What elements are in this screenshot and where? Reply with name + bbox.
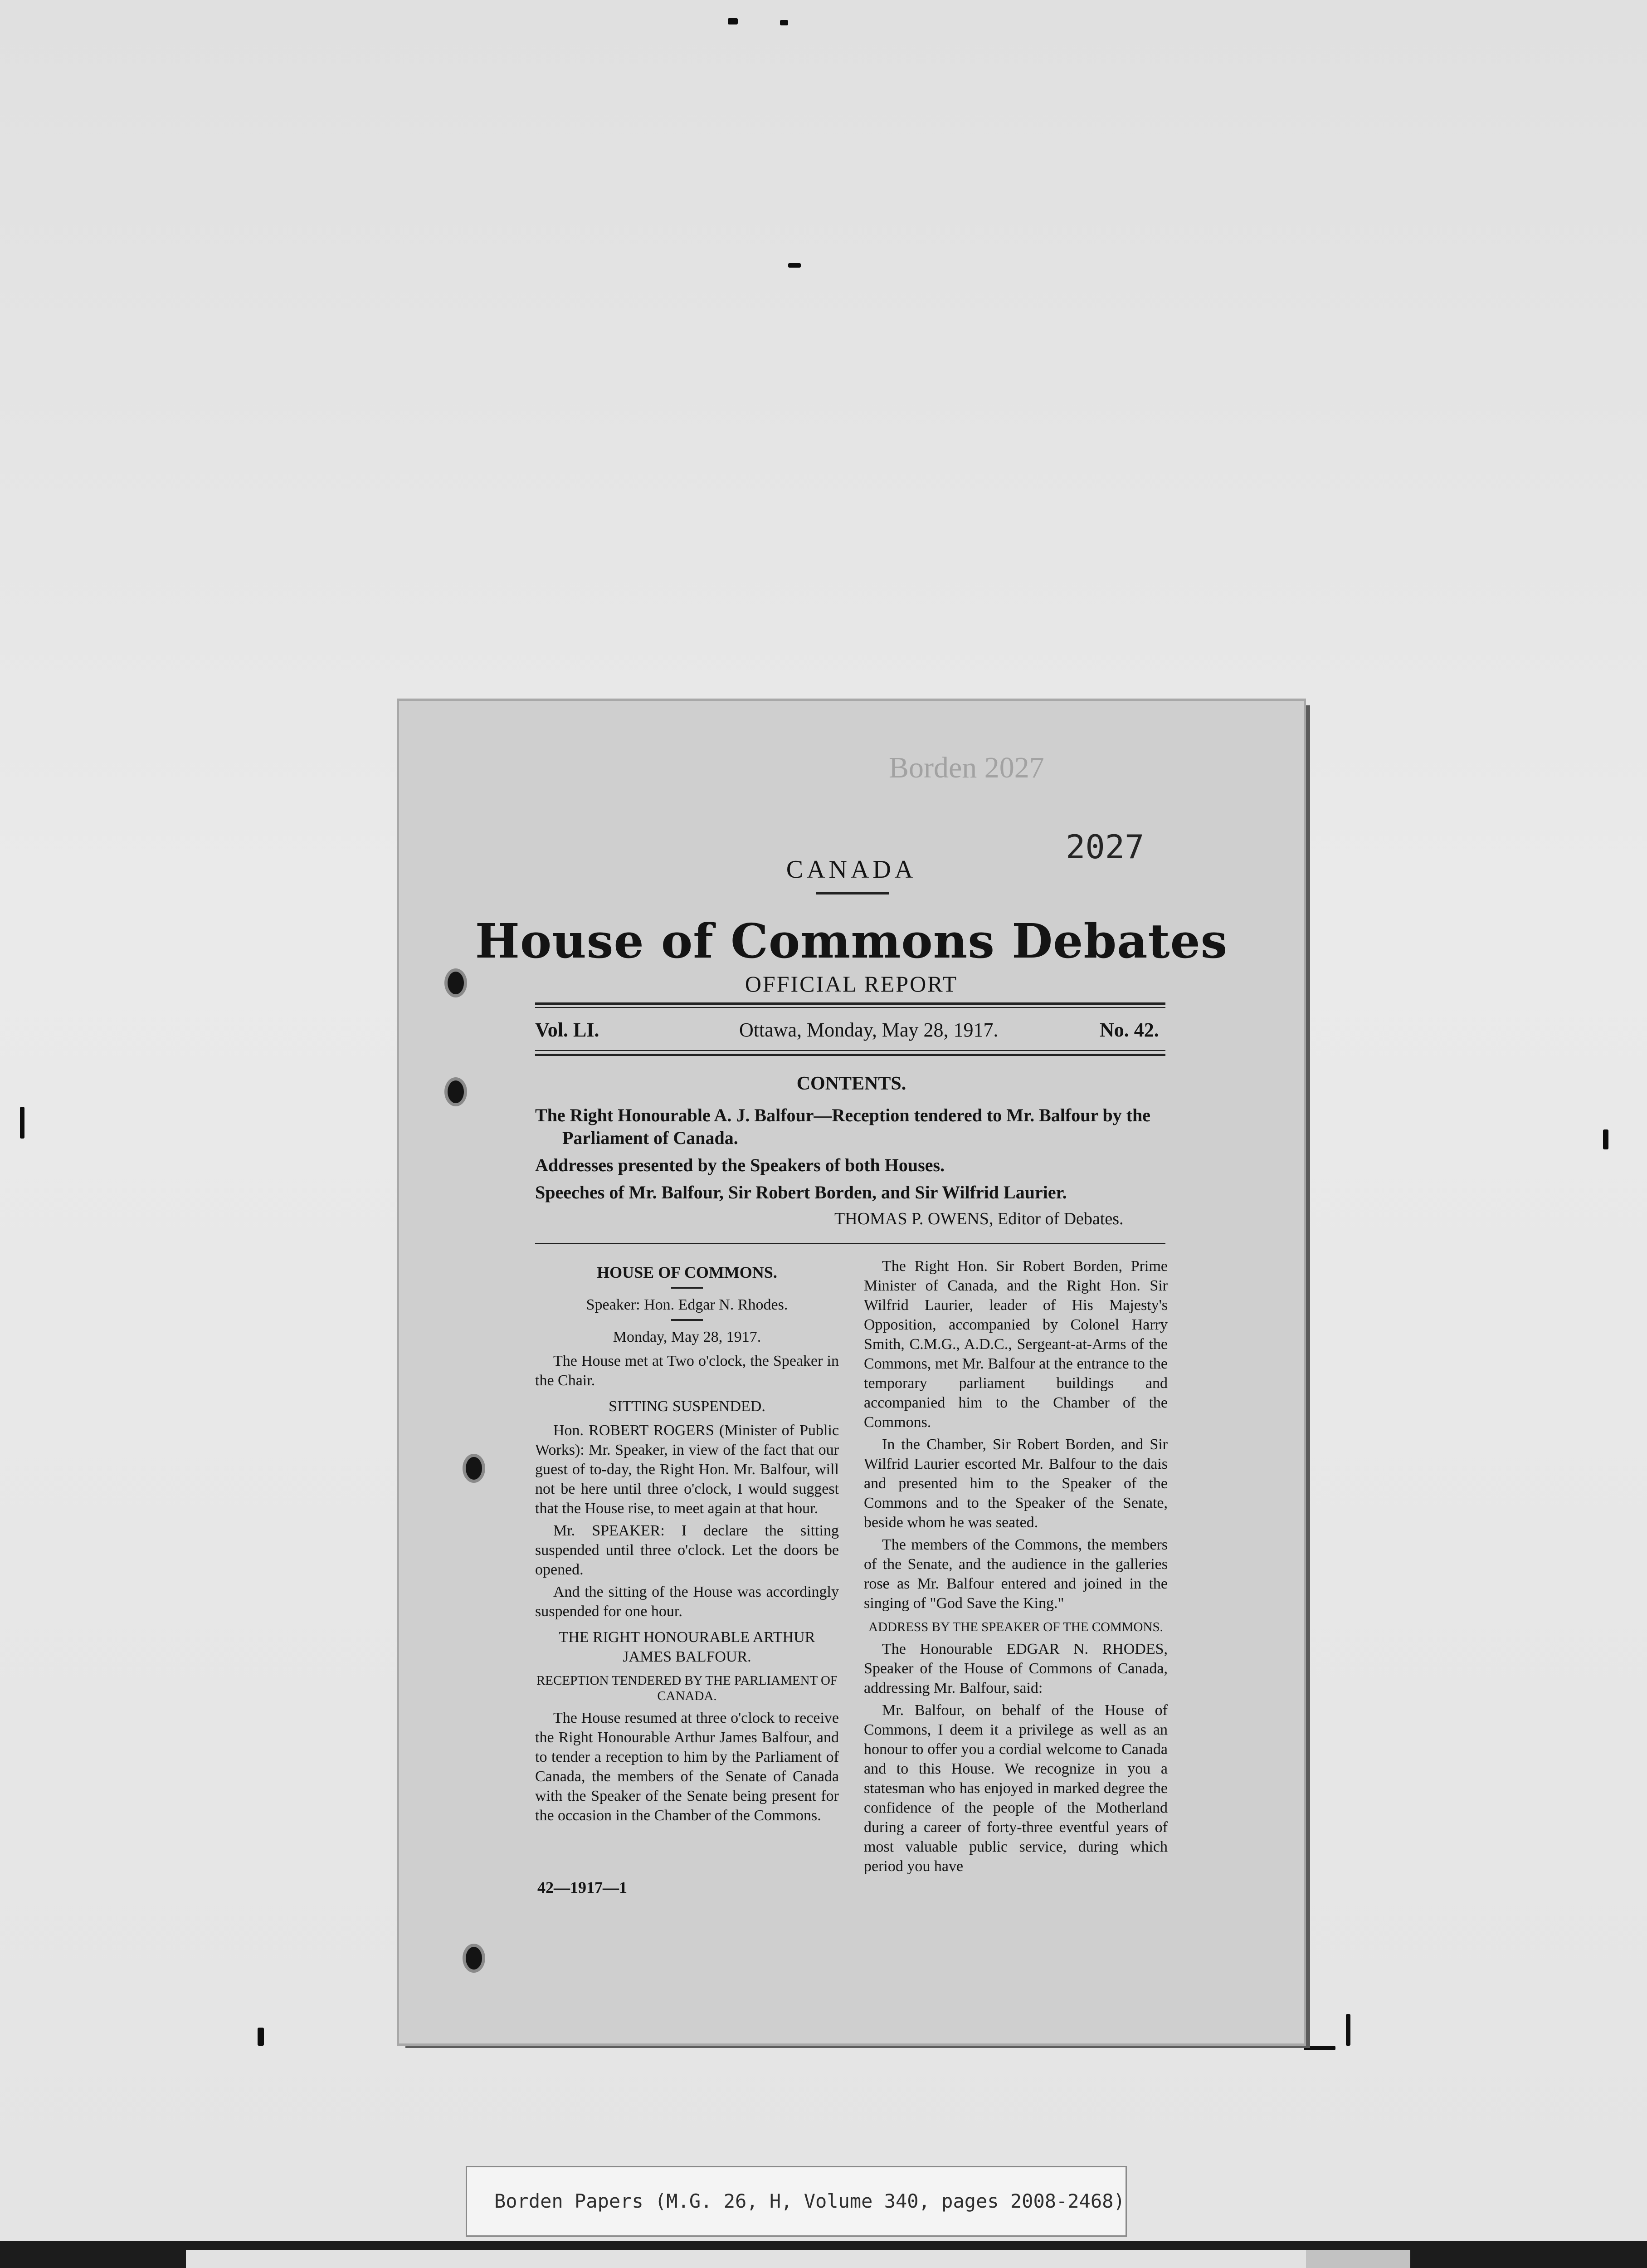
film-mark: [258, 2028, 264, 2046]
contents-item: Addresses presented by the Speakers of both Houses.: [535, 1155, 945, 1175]
paragraph: The Honourable EDGAR N. RHODES, Speaker of the House of Commons of Canada, addressing Mr. Balfour, said:: [864, 1641, 1168, 1696]
contents-heading: CONTENTS.: [796, 1073, 906, 1094]
film-mark: [1603, 1129, 1608, 1149]
paragraph: And the sitting of the House was accordingly suspended for one hour.: [535, 1584, 839, 1620]
contents-item: Parliament of Canada.: [562, 1128, 738, 1148]
divider: [535, 1050, 1165, 1051]
archive-reference-label: [467, 2167, 1126, 2235]
divider: [535, 1054, 1165, 1056]
paragraph: The Right Hon. Sir Robert Borden, Prime Minister of Canada, and the Right Hon. Sir Wilfrid Laurier, leader of His Majesty's Opposition, accompanied by Colonel Harry Smith, C.M.G., A.D.C., Sergeant-at-Arms of the Commons, met Mr. Balfour at the entrance to the temporary parliament buildings and accompanied him to the Chamber of the Commons.: [864, 1258, 1168, 1431]
debates-page: [399, 701, 1304, 2043]
paragraph: Hon. ROBERT ROGERS (Minister of Public Works): Mr. Speaker, in view of the fact that our guest of to-day, the Right Hon. Mr. Balfour, will not be here until three o'clock, I would suggest that the House rise, to meet again at that hour.: [535, 1422, 839, 1517]
divider: [535, 1007, 1165, 1008]
paragraph: Mr. Balfour, on behalf of the House of Commons, I deem it a privilege as well as an honour to offer you a cordial welcome to Canada and to this House. We recognize in you a statesman who has enjoyed in marked degree the confidence of the people of the Motherland during a career of forty-three eventful years of most valuable public service, during which period you have: [864, 1702, 1168, 1875]
divider: [535, 1243, 1165, 1244]
divider: [671, 1319, 703, 1321]
divider: [816, 892, 889, 894]
paragraph: Mr. SPEAKER: I declare the sitting suspended until three o'clock. Let the doors be opened.: [535, 1522, 839, 1578]
contents-item: Speeches of Mr. Balfour, Sir Robert Borden, and Sir Wilfrid Laurier.: [535, 1182, 1067, 1202]
public-archives-panel: [186, 2250, 1410, 2268]
film-mark: [728, 18, 738, 24]
film-mark: [780, 20, 788, 25]
contents-item: The Right Honourable A. J. Balfour—Reception tendered to Mr. Balfour by the: [535, 1105, 1151, 1125]
paragraph: The House met at Two o'clock, the Speaker in the Chair.: [535, 1353, 839, 1389]
divider: [671, 1287, 703, 1289]
sitting-date: Monday, May 28, 1917.: [613, 1329, 761, 1345]
editor-credit: THOMAS P. OWENS, Editor of Debates.: [834, 1209, 1124, 1228]
right-column: [864, 1256, 1168, 1879]
country-heading: CANADA: [786, 855, 917, 884]
panel-strip: [1306, 2250, 1410, 2268]
issue-date: Ottawa, Monday, May 28, 1917.: [739, 1019, 999, 1041]
film-mark: [1346, 2014, 1350, 2046]
subsection-heading: RECEPTION TENDERED BY THE PARLIAMENT OF CANADA.: [536, 1673, 838, 1703]
official-report-label: OFFICIAL REPORT: [745, 971, 958, 997]
film-mark: [1304, 2046, 1335, 2050]
volume-number: Vol. LI.: [535, 1019, 599, 1041]
paragraph: The members of the Commons, the members of the Senate, and the audience in the galleries rose as Mr. Balfour entered and joined in the singing of "God Save the King.": [864, 1536, 1168, 1612]
section-heading: THE RIGHT HONOURABLE ARTHUR JAMES BALFOUR.: [559, 1629, 815, 1665]
publication-title: House of Commons Debates: [475, 913, 1228, 969]
paragraph: In the Chamber, Sir Robert Borden, and Sir Wilfrid Laurier escorted Mr. Balfour to the dais and presented him to the Speaker of the Commons and to the Speaker of the Senate, beside whom he was seated.: [864, 1436, 1168, 1531]
section-heading: ADDRESS BY THE SPEAKER OF THE COMMONS.: [868, 1620, 1163, 1634]
handwritten-page-number: 2027: [1066, 828, 1145, 866]
left-column: [535, 1256, 839, 1828]
faint-annotation: Borden 2027: [889, 751, 1044, 784]
house-heading: HOUSE OF COMMONS.: [597, 1263, 777, 1281]
page-folio: 42—1917—1: [537, 1878, 627, 1897]
section-heading: SITTING SUSPENDED.: [609, 1398, 765, 1415]
paragraph: The House resumed at three o'clock to receive the Right Honourable Arthur James Balfour, and to tender a reception to him by the Parliament of Canada, the members of the Senate of Canada with the Speaker of the Senate being present for the occasion in the Chamber of the Commons.: [535, 1710, 839, 1824]
divider: [535, 1002, 1165, 1005]
film-mark: [20, 1107, 24, 1139]
binder-hole: [463, 1454, 485, 1483]
binder-hole: [463, 1944, 485, 1973]
issue-number: No. 42.: [1100, 1019, 1159, 1041]
archive-reference-text: Borden Papers (M.G. 26, H, Volume 340, pages 2008-2468): [494, 2190, 1125, 2212]
film-mark: [788, 263, 801, 268]
speaker-line: Speaker: Hon. Edgar N. Rhodes.: [586, 1296, 788, 1313]
